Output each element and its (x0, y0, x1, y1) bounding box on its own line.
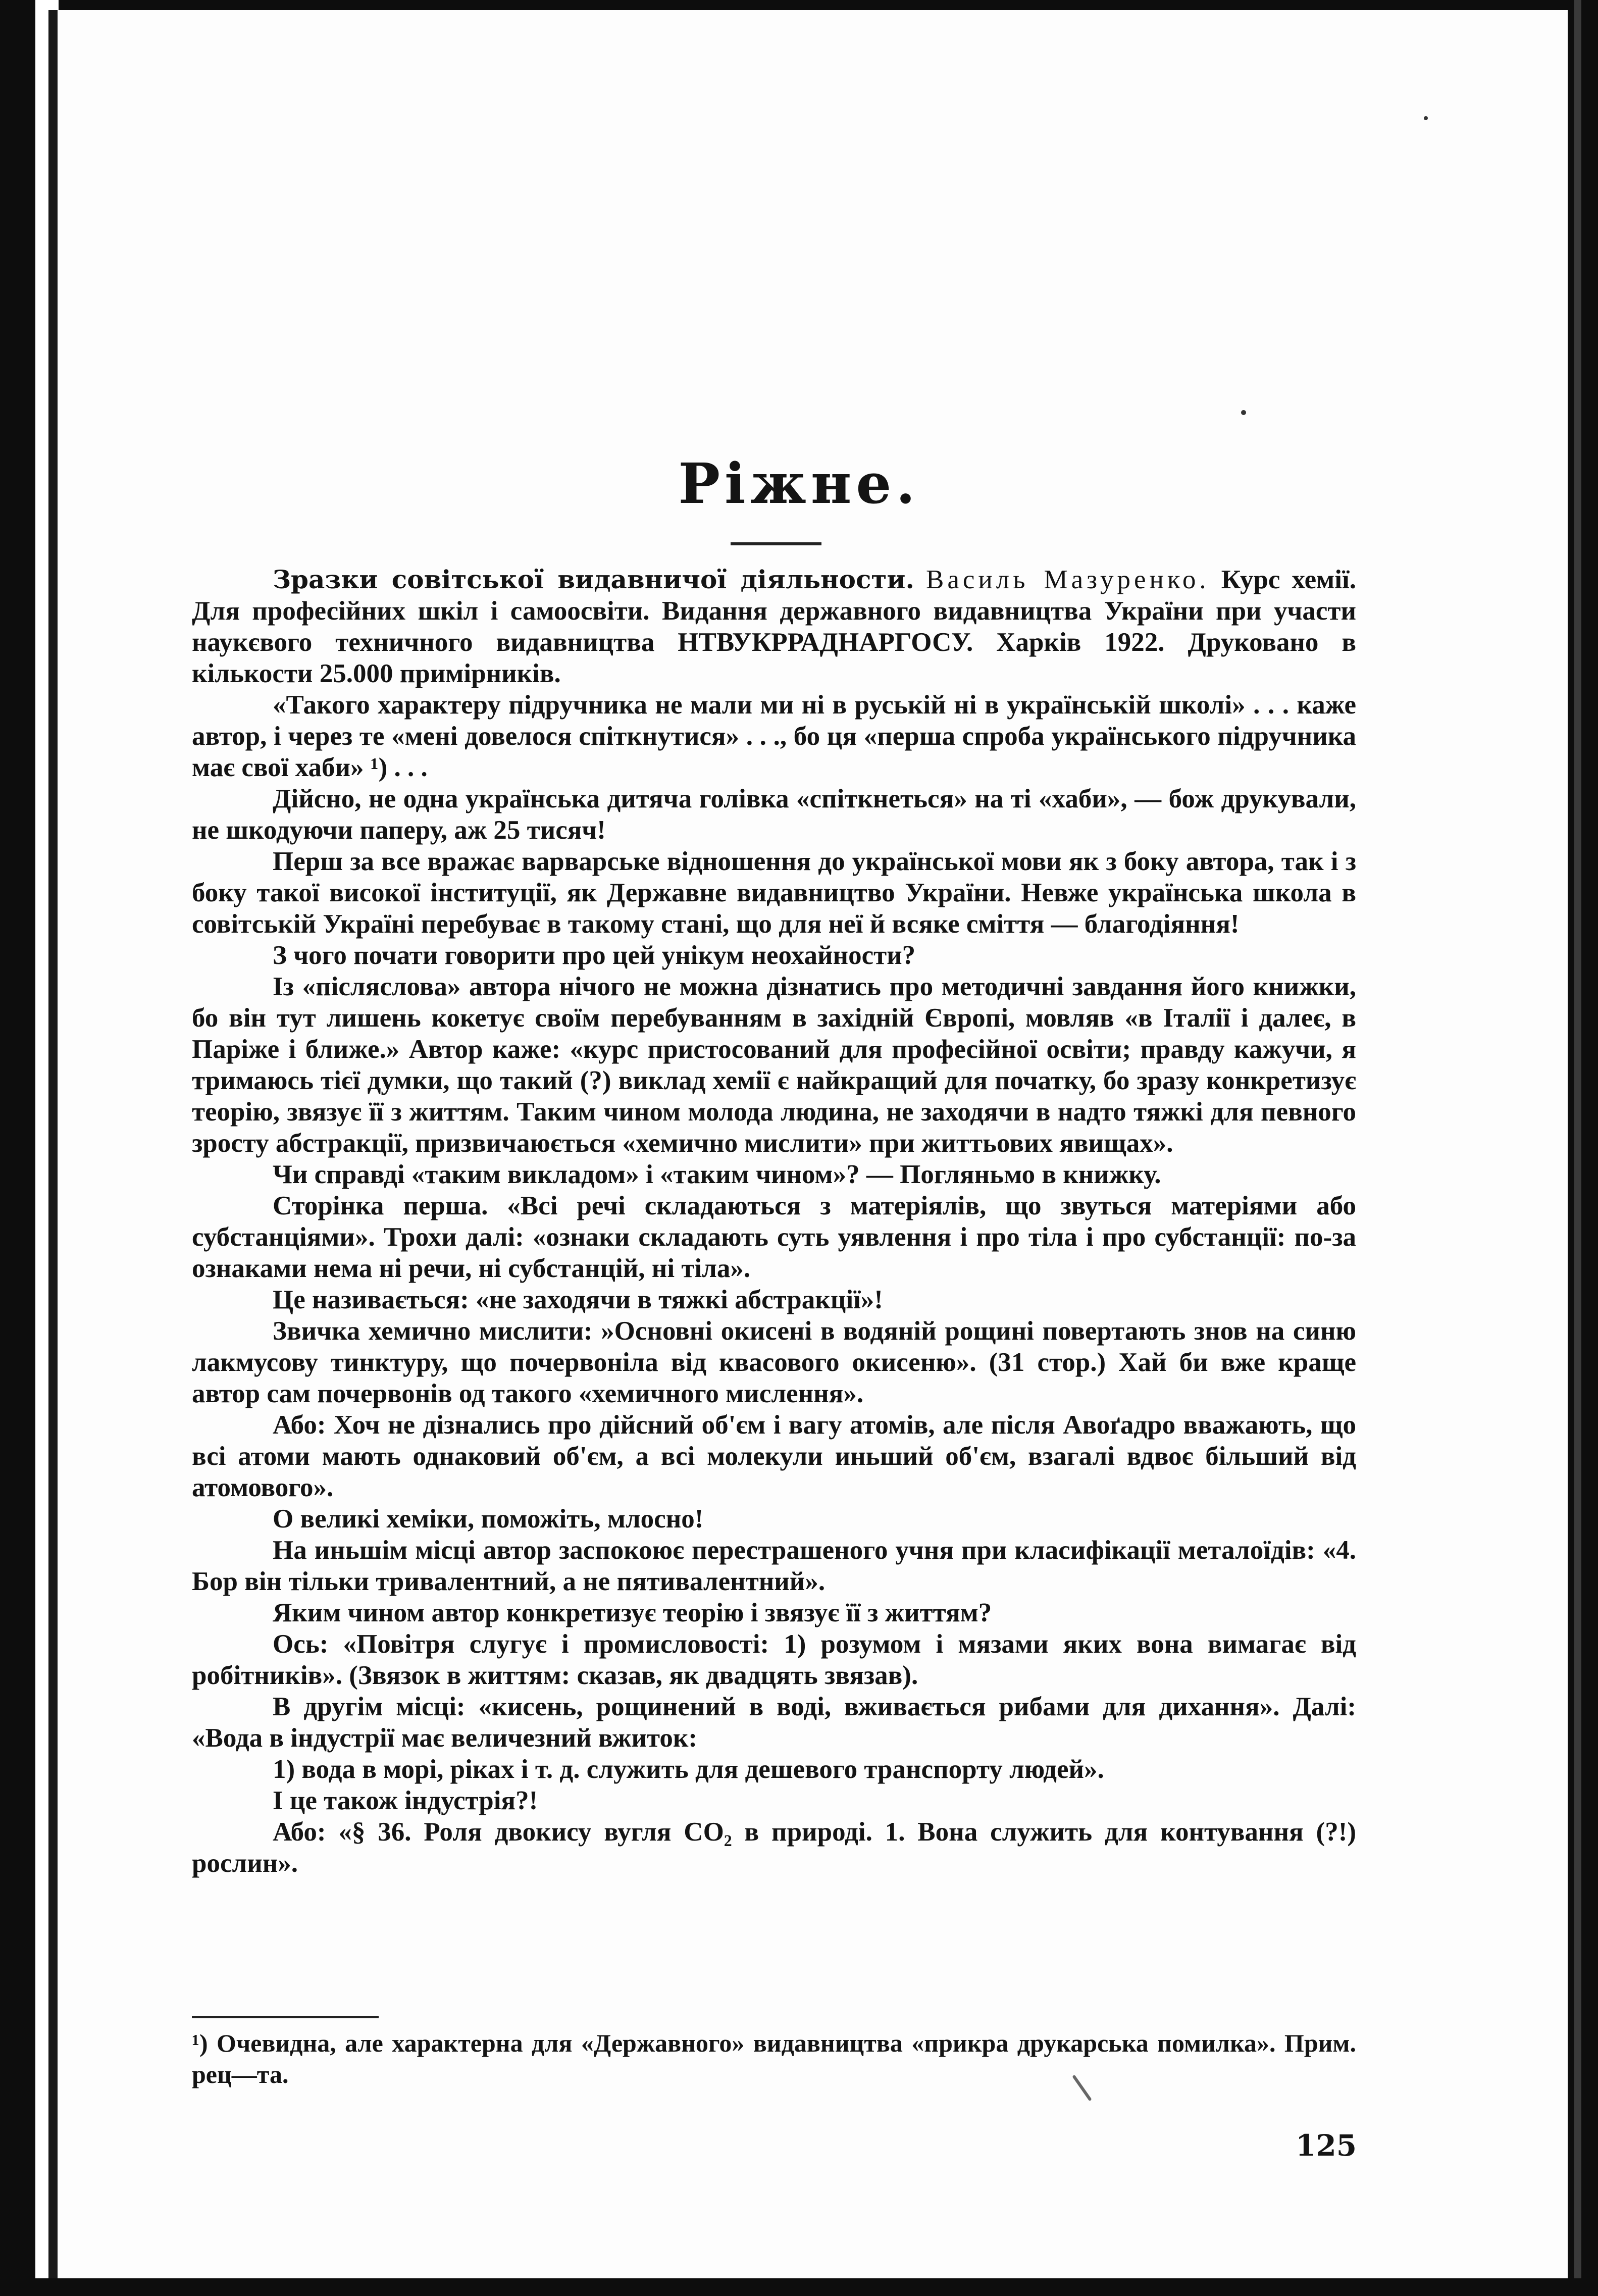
article-paragraph: Звичка хемично мислити: »Основні окисені в водяній рощині повертають знов на синю лакмусову тинктуру, що почервоніла від квасового окисеню». (31 стор.) Хай би вже краще автор сам почервонів од такого «хемичного мислення». (192, 1316, 1356, 1408)
article-paragraph: Дійсно, не одна українська дитяча голівка «спіткнеться» на ті «хаби», — бож друкували, не шкодуючи паперу, аж 25 тисяч! (192, 784, 1356, 845)
article-paragraph: Яким чином автор конкретизує теорію і звязує її з життям? (273, 1598, 992, 1627)
article-paragraph: «Такого характеру підручника не мали ми ні в руській ні в українській школі» . . . каже автор, і через те «мені довелося спіткнутися» . . ., бо ця «перша спроба українського підручника має свої хаби» ¹) . . . (192, 690, 1356, 782)
title-rule (731, 542, 821, 545)
article-paragraph: Або: Хоч не дізнались про дійсний об'єм і вагу атомів, але після Авоґадро вважають, що всі атоми мають однаковий об'єм, а всі молекули иньший об'єм, взагалі вдвоє більший від атомового». (192, 1410, 1356, 1502)
article-paragraph: З чого почати говорити про цей унікум неохайности? (273, 941, 916, 970)
article-paragraph: Чи справді «таким викладом» і «таким чином»? — Погляньмо в книжку. (273, 1160, 1161, 1189)
scan-edge-right (1568, 0, 1598, 2296)
paragraph-text: Курс хемії. Для професійних шкіл і самоосвіти. Видання державного видавництва України при участи наукєвого техничного видавництва НТВУКРРАДНАРГОСУ. Харків 1922. Друковано в кількости 25.000 примірників. (192, 565, 1356, 688)
article-heading: Зразки совітської видавничої діяльности. (273, 565, 914, 594)
article-paragraph: 1) вода в морі, ріках і т. д. служить для дешевого транспорту людей». (273, 1755, 1104, 1784)
article-paragraph: В другім місці: «кисень, рощинений в воді, вживається рибами для дихання». Далі: «Вода в індустрії має величезний вжиток: (192, 1692, 1356, 1753)
article-paragraph (192, 564, 1356, 689)
article-paragraph: Або: «§ 36. Роля двокису вугля CO₂ в природі. 1. Вона служить для контування (?!) рослин». (192, 1817, 1356, 1878)
footnote-rule (192, 2016, 379, 2018)
page-title: Ріжне. (678, 451, 920, 516)
dust-speck (1241, 410, 1246, 415)
author-name: Василь Мазуренко. (926, 565, 1210, 594)
book-spine-line (48, 10, 58, 2282)
scan-edge-right-line (1574, 0, 1581, 2296)
page-number: 125 (1296, 2128, 1357, 2163)
article-paragraph: Ось: «Повітря слугує і промисловості: 1) розумом і мязами яких вона вимагає від робітників». (Звязок в життям: сказав, як двадцять звязав). (192, 1629, 1356, 1690)
article-paragraph: О великі хеміки, поможіть, млосно! (273, 1504, 704, 1534)
article-paragraph: І це також індустрія?! (273, 1786, 538, 1815)
dust-speck (1424, 116, 1428, 120)
article-paragraph: Із «післяслова» автора нічого не можна дізнатись про методичні завдання його книжки, бо він тут лишень кокетує своїм перебуванням в західній Європі, мовляв «в Італії і далеє, в Паріже і ближе.» Автор каже: «курс пристосований для професійної освіти; правду кажучи, я тримаюсь тієї думки, що такий (?) виклад хемії є найкращий для початку, бо зразу конкретизує теорію, звязує її з життям. Таким чином молода людина, не заходячи в надто тяжкі для певного зросту абстракції, призвичаюється «хемично мислити» при життьових явищах». (192, 972, 1356, 1158)
article-paragraph: На иньшім місці автор заспокоює перестрашеного учня при класифікації металоїдів: «4. Бор він тільки тривалентний, а не пятивалентний». (192, 1536, 1356, 1596)
article-body (192, 564, 1356, 1879)
scan-edge-bottom (0, 2278, 1598, 2296)
article-paragraph: Сторінка перша. «Всі речі складаються з матеріялів, що звуться матеріями або субстанціями». Трохи далі: «ознаки складають суть уявлення і про тіла і про субстанції: по-за ознаками нема ні речи, ні субстанцій, ні тіла». (192, 1191, 1356, 1283)
footnote (192, 2027, 1356, 2090)
scan-edge-top (0, 0, 1598, 10)
article-paragraph: Це називається: «не заходячи в тяжкі абстракції»! (273, 1285, 883, 1314)
scan-edge-left (0, 0, 35, 2296)
article-paragraph: Перш за все вражає варварське відношення до української мови як з боку автора, так і з боку такої високої інституції, як Державне видавництво України. Невже українська школа в совітській Україні перебуває в такому стані, що для неї й всяке сміття — благодіяння! (192, 847, 1356, 939)
footnote-text: ¹) Очевидна, але характерна для «Державного» видавництва «прикра друкарська помилка». Прим. рец—та. (192, 2029, 1356, 2088)
